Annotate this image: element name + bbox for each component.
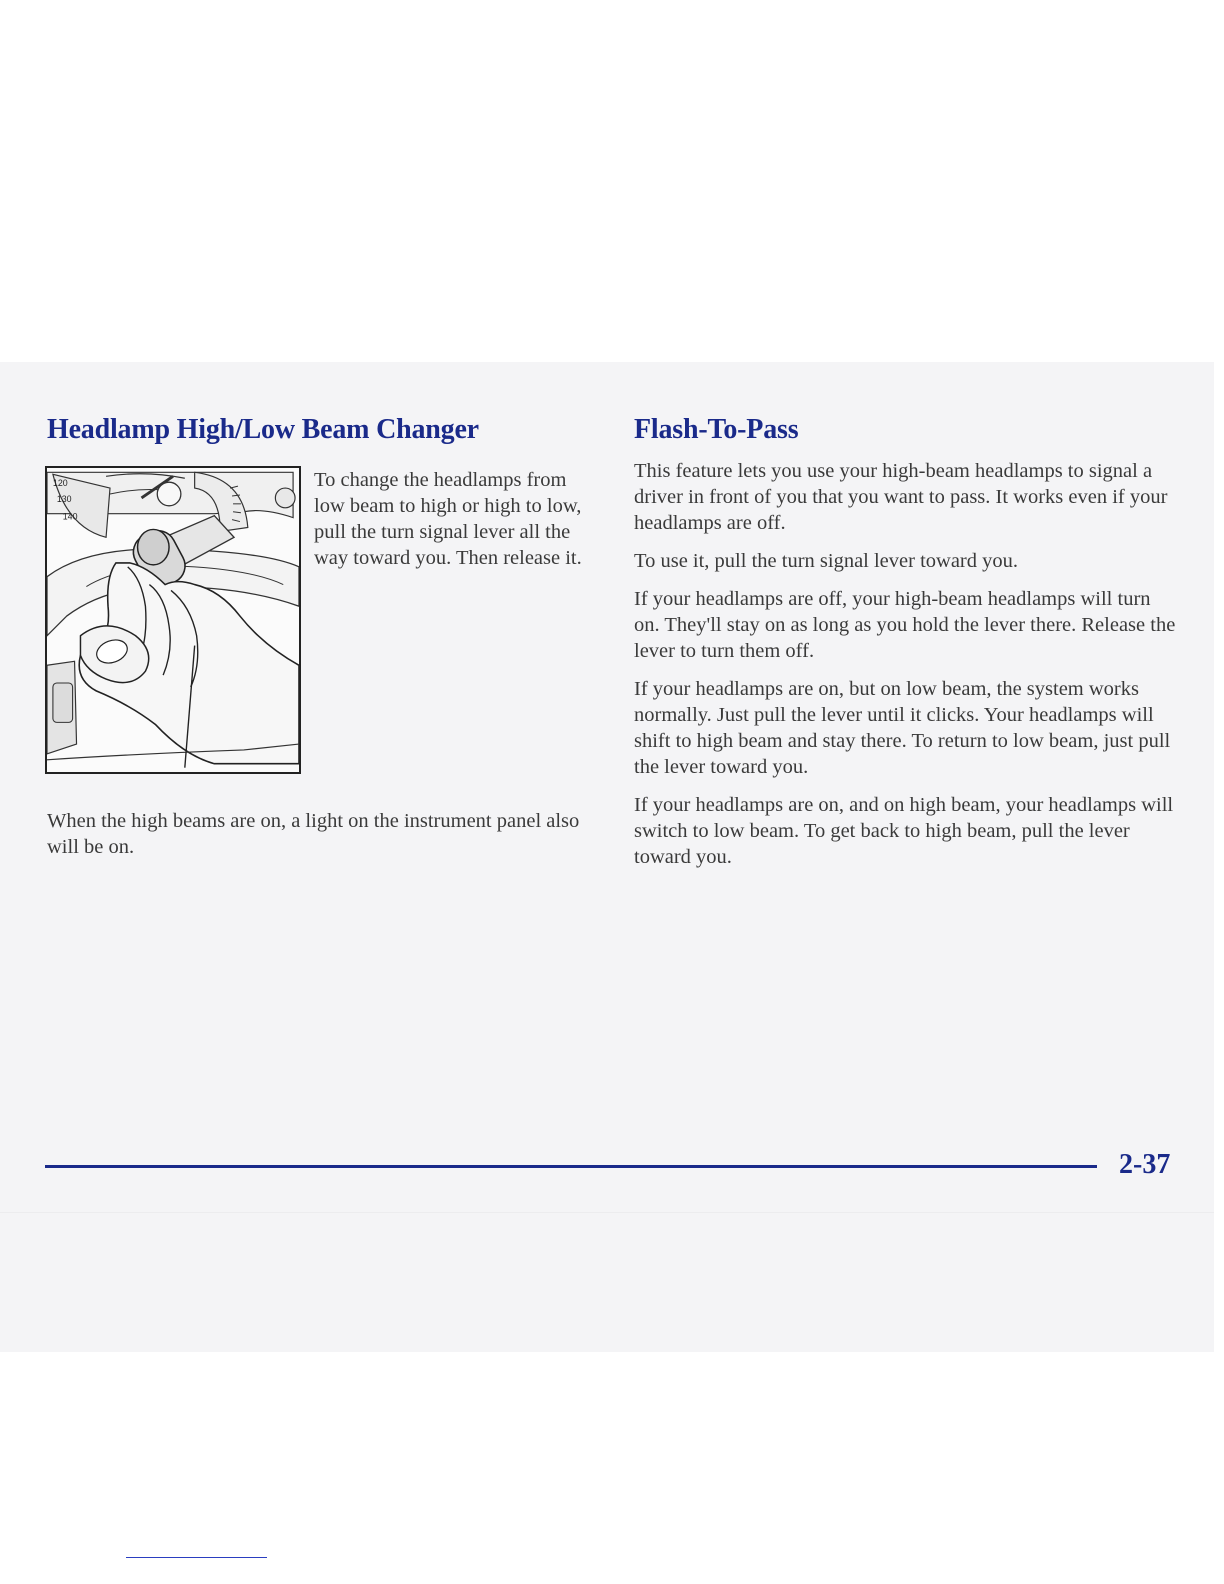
section-title-beam-changer: Headlamp High/Low Beam Changer (47, 414, 479, 445)
flash-to-pass-paragraph: This feature lets you use your high-beam headlamps to signal a driver in front of you that you want to pass. It works even if your headlamps are off. (634, 460, 1168, 534)
turn-signal-lever-illustration (45, 466, 301, 774)
flash-to-pass-paragraph: If your headlamps are off, your high-beam headlamps will turn on. They'll stay on as long as you hold the lever there. Release the lever to turn them off. (634, 588, 1176, 662)
gauge-label-140: 140 (62, 511, 78, 522)
flash-to-pass-body (634, 458, 1180, 882)
section-title-flash-to-pass: Flash-To-Pass (634, 414, 799, 445)
lever-drawing (47, 468, 299, 772)
flash-to-pass-paragraph: If your headlamps are on, but on low beam, the system works normally. Just pull the lever until it clicks. Your headlamps will shift to high beam and stay there. To return to low beam, just pull the lever toward you. (634, 678, 1171, 778)
footer-rule (45, 1165, 1097, 1168)
gauge-label-120: 120 (52, 478, 68, 489)
beam-changer-instructions: To change the headlamps from low beam to high or high to low, pull the turn signal lever all the way toward you. Then release it. (314, 469, 582, 569)
link-underline[interactable] (126, 1557, 267, 1558)
flash-to-pass-paragraph: To use it, pull the turn signal lever toward you. (634, 550, 1019, 572)
page-panel-edge (0, 1212, 1214, 1213)
high-beam-indicator-note: When the high beams are on, a light on the instrument panel also will be on. (47, 810, 580, 858)
page-number: 2-37 (1119, 1149, 1171, 1180)
flash-to-pass-paragraph: If your headlamps are on, and on high beam, your headlamps will switch to low beam. To get back to high beam, pull the lever toward you. (634, 794, 1174, 868)
gauge-label-130: 130 (56, 493, 72, 504)
